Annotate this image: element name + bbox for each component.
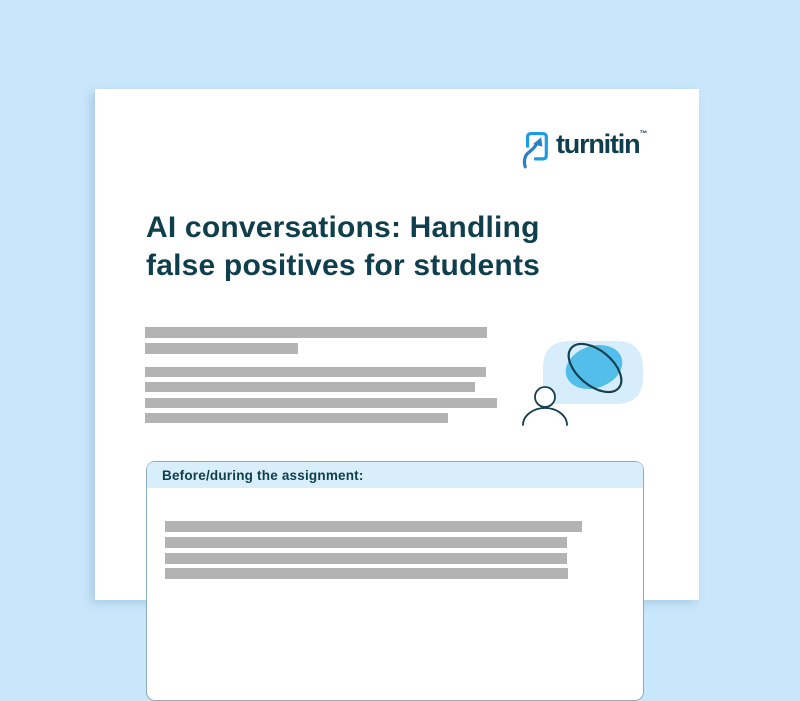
text-placeholder-bar	[145, 327, 487, 338]
callout-box	[146, 461, 644, 701]
text-placeholder-bar	[165, 521, 582, 532]
text-placeholder-bar	[145, 367, 486, 377]
person-shoulders	[523, 408, 567, 425]
document-page	[95, 89, 699, 600]
turnitin-wordmark	[556, 129, 647, 159]
intro-paragraph-placeholder-1	[145, 327, 487, 359]
page-title	[146, 209, 540, 285]
person-head	[535, 387, 555, 407]
text-placeholder-bar	[145, 382, 475, 392]
text-placeholder-bar	[145, 398, 497, 408]
intro-paragraph-placeholder-2	[145, 367, 497, 428]
text-placeholder-bar	[165, 568, 568, 579]
turnitin-arrow-doc-icon	[521, 127, 551, 171]
person-speech-bubble-illustration	[520, 338, 648, 428]
callout-body-placeholder	[165, 521, 582, 584]
text-placeholder-bar	[145, 413, 448, 423]
callout-header	[147, 462, 643, 488]
text-placeholder-bar	[145, 343, 298, 354]
text-placeholder-bar	[165, 553, 567, 564]
brand-name: turnitin	[556, 129, 640, 159]
turnitin-logo	[521, 127, 647, 171]
page-title-line-1: AI conversations: Handling	[146, 211, 540, 244]
callout-header-label: Before/during the assignment:	[162, 467, 364, 483]
page-title-line-2: false positives for students	[146, 249, 541, 282]
text-placeholder-bar	[165, 537, 567, 548]
trademark-symbol: ™	[639, 129, 648, 138]
